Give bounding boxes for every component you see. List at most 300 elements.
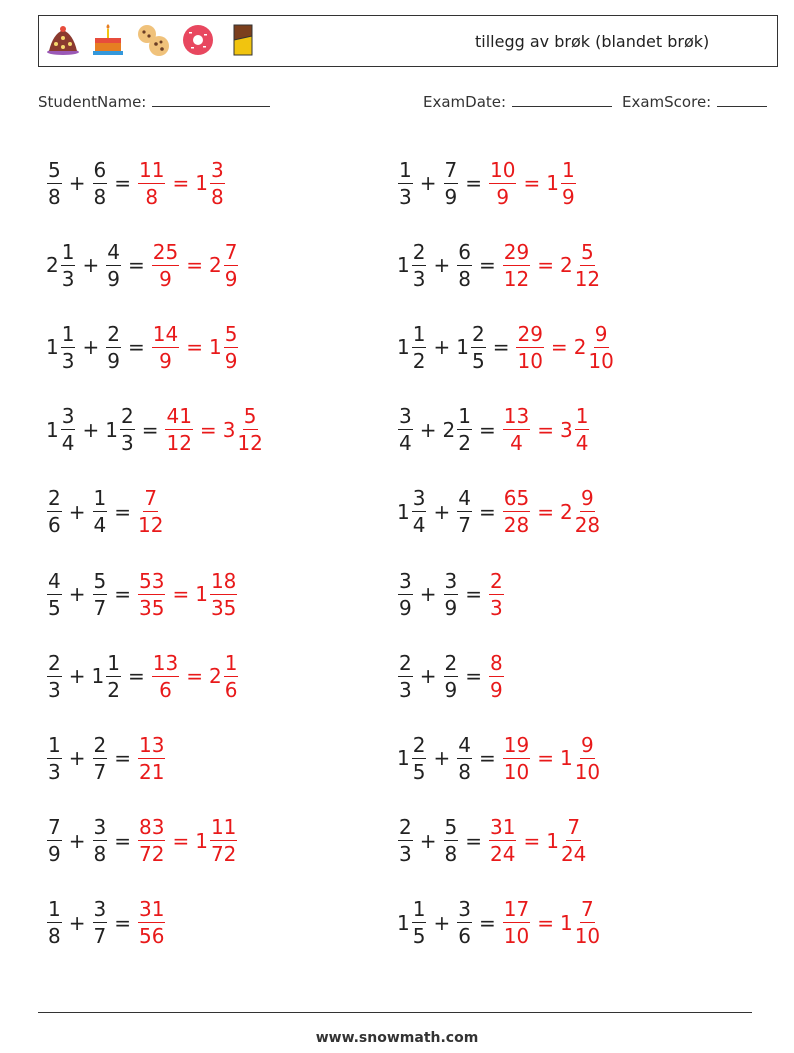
denominator: 10 [503,759,530,784]
numerator: 2 [399,815,412,840]
plus-sign: + [433,746,451,771]
numerator: 29 [517,321,543,346]
numerator: 5 [93,568,107,593]
numerator: 13 [503,404,530,429]
numerator: 1 [575,404,589,429]
denominator: 35 [210,595,237,620]
denominator: 4 [510,431,523,456]
denominator: 12 [166,431,192,456]
numerator: 6 [458,239,471,264]
plus-sign: + [82,417,100,442]
numerator: 4 [107,239,120,264]
equals-sign: = [114,582,131,607]
fraction [93,897,108,949]
numerator: 7 [444,157,458,182]
denominator: 2 [412,348,426,373]
fraction [503,897,530,949]
equals-sign: = [478,910,496,935]
plus-sign: + [68,828,86,853]
denominator: 72 [139,842,165,867]
numerator: 1 [61,239,75,264]
plus-sign: + [433,910,451,935]
fraction [503,404,530,456]
problem-row [46,553,406,635]
denominator: 9 [561,184,575,209]
numerator: 7 [581,897,594,922]
whole-number: 1 [46,417,59,442]
numerator: 11 [139,157,165,182]
equals-sign: = [523,171,541,196]
answer [137,568,238,620]
denominator: 7 [93,595,107,620]
numerator: 2 [412,239,426,264]
denominator: 4 [412,513,426,538]
numerator: 2 [48,486,61,511]
numerator: 9 [581,486,594,511]
numerator: 1 [412,897,426,922]
fraction [503,486,530,538]
plus-sign: + [68,171,86,196]
fraction [457,732,472,784]
numerator: 11 [210,815,237,840]
denominator: 9 [399,595,412,620]
fraction [398,815,413,867]
whole-number: 1 [195,582,208,607]
denominator: 4 [93,513,107,538]
numerator: 1 [412,321,426,346]
plus-sign: + [68,746,86,771]
fraction [224,321,239,373]
chocolate-bar-icon [225,22,261,58]
fraction [165,404,192,456]
fraction [574,732,601,784]
answer [515,321,614,373]
numerator: 10 [490,157,516,182]
plus-sign: + [68,664,86,689]
numerator: 7 [144,486,158,511]
student-name-label: StudentName: [38,93,147,111]
fraction [444,815,459,867]
plus-sign: + [433,335,451,360]
denominator: 4 [61,431,75,456]
denominator: 8 [145,184,159,209]
equals-sign: = [172,582,190,607]
plus-sign: + [68,499,86,524]
denominator: 5 [412,924,426,949]
equals-sign: = [465,664,482,689]
denominator: 56 [139,924,165,949]
denominator: 4 [575,431,589,456]
problem-row [46,635,406,717]
plus-sign: + [419,828,437,853]
fraction [61,321,76,373]
fraction [471,321,486,373]
numerator: 5 [444,815,458,840]
answer [137,732,166,784]
fraction [210,568,237,620]
denominator: 9 [48,842,61,867]
numerator: 3 [93,897,107,922]
fraction [138,157,165,209]
numerator: 5 [224,321,238,346]
numerator: 1 [93,486,107,511]
whole-number: 2 [208,253,222,278]
answer [502,897,601,949]
equals-sign: = [478,417,496,442]
student-name-line[interactable] [152,92,270,107]
equals-sign: = [465,171,482,196]
equals-sign: = [478,746,496,771]
fraction [210,815,237,867]
answer [502,732,601,784]
fraction [412,897,427,949]
denominator: 6 [48,513,61,538]
denominator: 3 [399,842,412,867]
numerator: 2 [107,321,120,346]
whole-number: 2 [442,417,456,442]
fraction [444,650,459,702]
denominator: 24 [490,842,516,867]
denominator: 8 [210,184,224,209]
denominator: 9 [224,348,238,373]
fraction [47,650,62,702]
icon-row [45,22,261,58]
fraction [444,568,459,620]
fraction [224,650,239,702]
whole-number: 1 [397,335,410,360]
numerator: 3 [93,815,107,840]
cookies-icon [135,22,171,58]
numerator: 5 [48,157,61,182]
equals-sign: = [186,664,203,689]
numerator: 7 [567,815,581,840]
fraction [489,568,504,620]
problem-row [397,635,757,717]
denominator: 8 [93,842,107,867]
plus-sign: + [419,171,437,196]
fraction [574,239,601,291]
numerator: 4 [48,568,61,593]
denominator: 3 [399,677,412,702]
whole-number: 1 [397,253,410,278]
numerator: 9 [581,732,594,757]
denominator: 35 [139,595,165,620]
whole-number: 2 [559,499,573,524]
equals-sign: = [465,828,482,853]
answer [164,404,263,456]
numerator: 2 [471,321,485,346]
numerator: 1 [48,897,61,922]
fraction [93,732,108,784]
numerator: 2 [444,650,458,675]
problem-row [397,553,757,635]
fraction [93,815,108,867]
problem-row [397,800,757,882]
whole-number: 1 [546,828,559,853]
problem-row [46,471,406,553]
student-name-field [38,92,270,111]
equals-sign: = [199,417,217,442]
numerator: 2 [399,650,412,675]
answer [137,897,166,949]
answer [502,239,601,291]
fraction [152,650,179,702]
problem-row [397,306,757,388]
equals-sign: = [478,253,496,278]
denominator: 9 [159,348,172,373]
problem-row [397,882,757,964]
fraction [93,486,108,538]
fraction [47,157,62,209]
numerator: 65 [503,486,530,511]
plus-sign: + [82,335,100,360]
denominator: 2 [107,677,120,702]
numerator: 2 [120,404,134,429]
fraction [503,732,530,784]
answer [488,650,505,702]
numerator: 29 [503,239,530,264]
problem-row [397,224,757,306]
denominator: 9 [107,348,120,373]
denominator: 6 [159,677,172,702]
equals-sign: = [186,253,203,278]
answer [502,486,601,538]
denominator: 24 [560,842,587,867]
fraction [47,486,62,538]
denominator: 10 [517,348,543,373]
problems-right-column [397,142,757,964]
denominator: 8 [458,266,471,291]
fraction [412,239,427,291]
denominator: 8 [458,759,471,784]
fraction [489,815,516,867]
problem-row [397,717,757,799]
denominator: 12 [574,266,601,291]
fraction [47,897,62,949]
numerator: 18 [210,568,237,593]
fraction [47,732,62,784]
numerator: 1 [561,157,575,182]
exam-score-line[interactable] [717,92,767,107]
equals-sign: = [465,582,482,607]
donut-icon [180,22,216,58]
plus-sign: + [433,253,451,278]
answer [488,815,587,867]
plus-sign: + [68,582,86,607]
denominator: 4 [399,431,412,456]
numerator: 31 [139,897,165,922]
numerator: 1 [399,157,412,182]
problem-row [46,142,406,224]
answer [502,404,591,456]
equals-sign: = [114,746,131,771]
equals-sign: = [550,335,568,360]
whole-number: 1 [397,499,410,524]
denominator: 7 [93,924,107,949]
numerator: 3 [444,568,458,593]
fraction [106,239,121,291]
equals-sign: = [127,253,145,278]
denominator: 9 [107,266,120,291]
numerator: 17 [503,897,530,922]
fraction [412,732,427,784]
denominator: 9 [490,677,503,702]
plus-sign: + [433,499,451,524]
whole-number: 2 [573,335,587,360]
equals-sign: = [186,335,203,360]
equals-sign: = [141,417,159,442]
fraction [152,321,179,373]
problems-left-column [46,142,406,964]
numerator: 2 [48,650,61,675]
problem-row [397,142,757,224]
whole-number: 1 [91,664,105,689]
denominator: 12 [237,431,263,456]
numerator: 7 [224,239,238,264]
answer [137,157,226,209]
denominator: 3 [61,348,75,373]
fraction [398,404,413,456]
equals-sign: = [114,828,131,853]
numerator: 1 [224,650,238,675]
fraction [457,404,472,456]
whole-number: 1 [105,417,118,442]
numerator: 83 [139,815,165,840]
numerator: 25 [152,239,179,264]
fraction [138,897,165,949]
denominator: 3 [48,759,61,784]
fraction [93,157,108,209]
whole-number: 1 [559,746,573,771]
exam-date-line[interactable] [512,92,612,107]
numerator: 1 [61,321,75,346]
whole-number: 1 [195,828,208,853]
whole-number: 1 [195,171,208,196]
denominator: 5 [48,595,61,620]
answer [151,650,240,702]
whole-number: 1 [397,910,410,935]
equals-sign: = [478,499,496,524]
numerator: 19 [503,732,530,757]
fraction [444,157,459,209]
answer [151,239,240,291]
denominator: 7 [93,759,107,784]
problem-row [46,882,406,964]
equals-sign: = [537,253,554,278]
denominator: 72 [210,842,237,867]
equals-sign: = [172,171,190,196]
denominator: 3 [120,431,134,456]
fraction [457,239,472,291]
whole-number: 3 [559,417,573,442]
problem-row [46,717,406,799]
fraction [61,404,76,456]
fraction [47,568,62,620]
numerator: 2 [490,568,503,593]
fraction [574,897,601,949]
denominator: 2 [458,431,471,456]
numerator: 41 [166,404,192,429]
plus-sign: + [82,253,100,278]
denominator: 28 [503,513,530,538]
denominator: 28 [574,513,601,538]
fraction [561,157,576,209]
equals-sign: = [537,417,554,442]
problem-row [46,306,406,388]
whole-number: 3 [222,417,236,442]
numerator: 4 [458,486,471,511]
denominator: 3 [412,266,426,291]
numerator: 2 [412,732,426,757]
numerator: 8 [490,650,503,675]
plus-sign: + [68,910,86,935]
denominator: 21 [139,759,165,784]
fraction [138,568,165,620]
fraction [61,239,76,291]
exam-date-label: ExamDate: [423,93,507,111]
fraction [412,486,427,538]
problem-row [46,800,406,882]
fraction [138,486,164,538]
denominator: 3 [48,677,61,702]
whole-number: 1 [208,335,222,360]
numerator: 1 [48,732,61,757]
whole-number: 2 [559,253,573,278]
denominator: 10 [503,924,530,949]
denominator: 8 [444,842,458,867]
answer [137,486,164,538]
exam-score-field [622,92,767,111]
whole-number: 1 [397,746,410,771]
numerator: 31 [490,815,516,840]
header-box [38,15,778,67]
denominator: 3 [399,184,412,209]
fraction [237,404,263,456]
denominator: 9 [444,677,458,702]
numerator: 5 [581,239,594,264]
numerator: 13 [139,732,165,757]
fraction [489,157,516,209]
fraction [398,568,413,620]
footer-url: www.snowmath.com [315,1030,479,1046]
fraction [412,321,427,373]
equals-sign: = [127,335,145,360]
exam-score-label: ExamScore: [622,93,712,111]
numerator: 14 [152,321,179,346]
answer [488,157,577,209]
fraction [457,486,472,538]
answer [151,321,240,373]
numerator: 1 [107,650,120,675]
denominator: 9 [224,266,238,291]
numerator: 2 [93,732,107,757]
equals-sign: = [114,171,131,196]
denominator: 3 [61,266,75,291]
problem-row [397,389,757,471]
denominator: 5 [471,348,485,373]
answer [137,815,238,867]
problem-row [46,389,406,471]
numerator: 53 [139,568,165,593]
denominator: 9 [444,184,458,209]
equals-sign: = [127,664,145,689]
numerator: 3 [458,897,471,922]
fraction [224,239,239,291]
numerator: 3 [61,404,75,429]
fraction [106,321,121,373]
numerator: 5 [243,404,257,429]
fraction [47,815,62,867]
